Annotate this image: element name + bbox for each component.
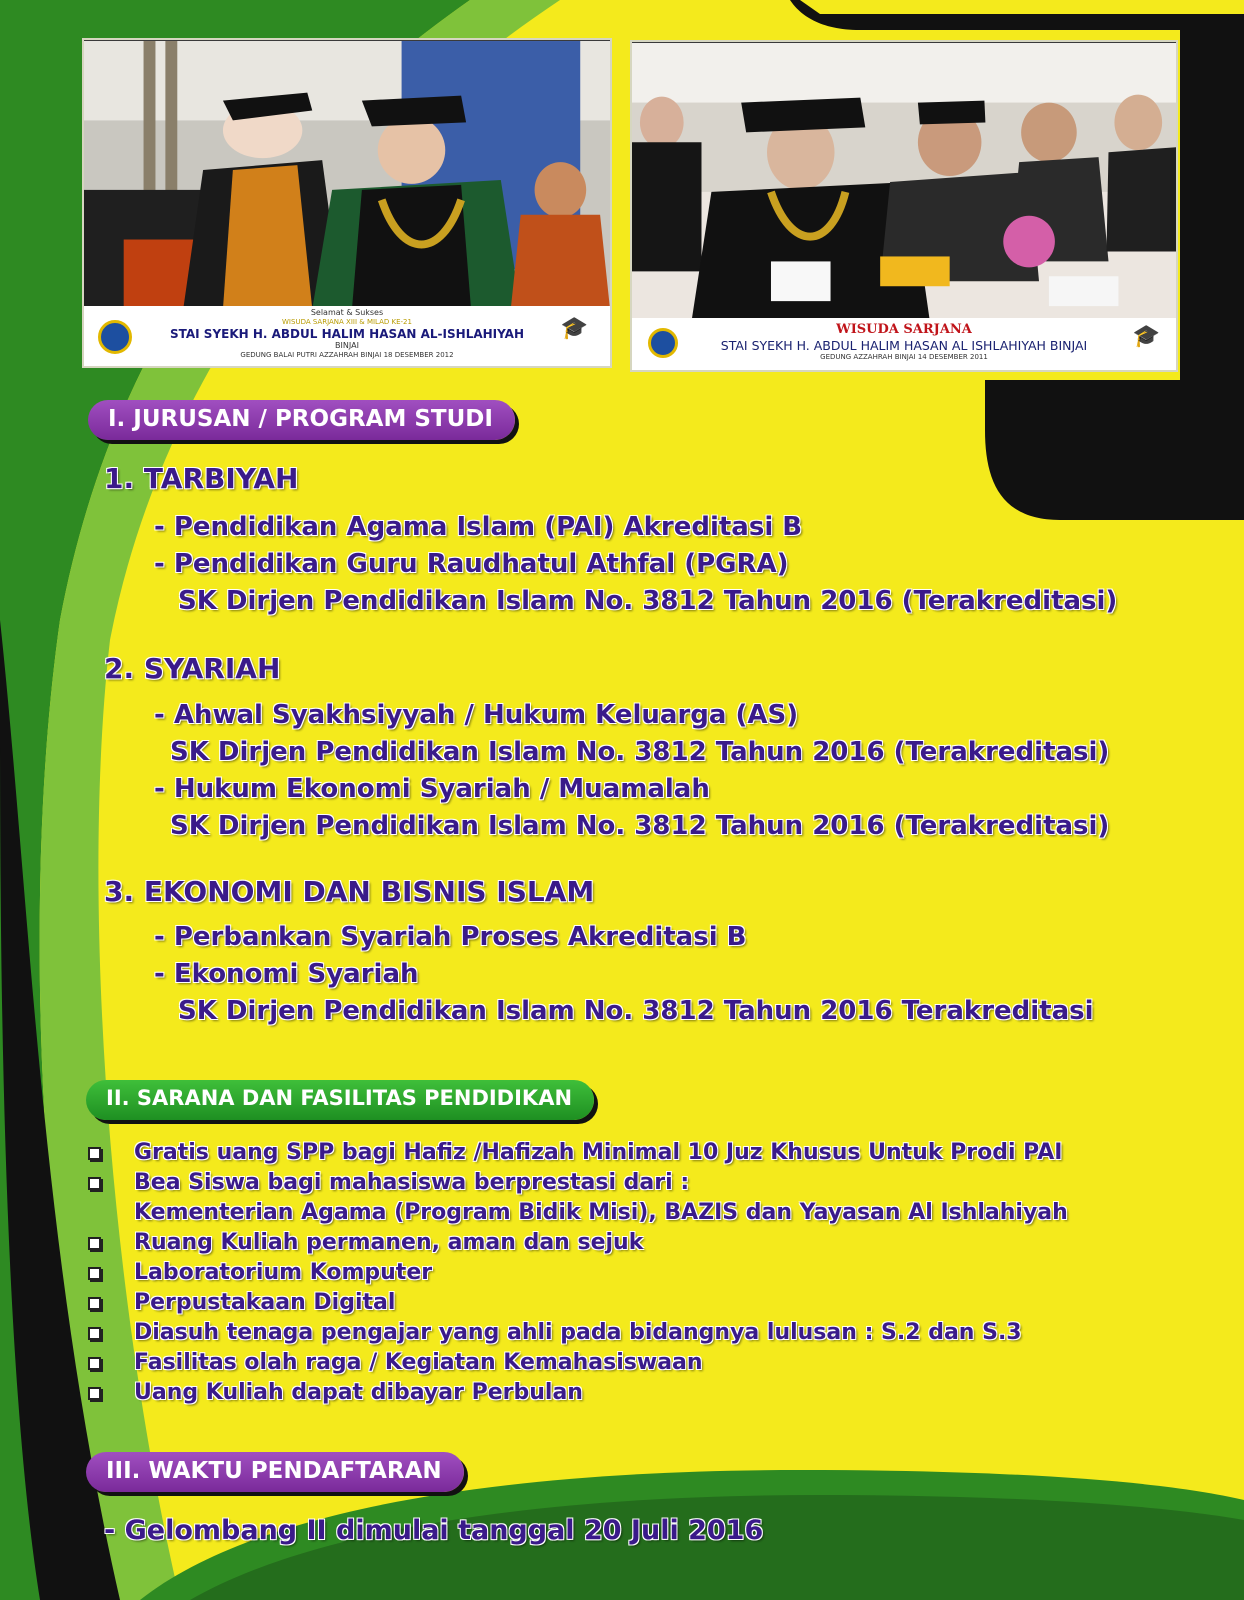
program-line: - Ekonomi Syariah [154,959,419,989]
bullet-box-icon [88,1327,101,1340]
program-line: - Pendidikan Guru Raudhatul Athfal (PGRA) [154,549,789,579]
accreditation-line: SK Dirjen Pendidikan Islam No. 3812 Tahun 2016 (Terakreditasi) [170,811,1110,841]
graduation-photo-left [82,38,612,368]
facility-item: Diasuh tenaga pengajar yang ahli pada bidangnya lulusan : S.2 dan S.3 [134,1320,1022,1345]
facility-item: Uang Kuliah dapat dibayar Perbulan [134,1380,583,1405]
accreditation-line: SK Dirjen Pendidikan Islam No. 3812 Tahun 2016 (Terakreditasi) [170,737,1110,767]
caption-line: BINJAI [335,341,359,350]
program-line: - Perbankan Syariah Proses Akreditasi B [154,922,747,952]
caption-line: GEDUNG AZZAHRAH BINJAI 14 DESEMBER 2011 [820,353,988,361]
bullet-box-icon [88,1177,101,1190]
caption-line: STAI SYEKH H. ABDUL HALIM HASAN AL ISHLAHIYAH BINJAI [720,338,1088,353]
ceremony-scene-image [84,40,610,310]
facility-item: Fasilitas olah raga / Kegiatan Kemahasiswaan [134,1350,703,1375]
bullet-box-icon [88,1387,101,1400]
podium-scene-image [632,42,1176,322]
facility-item: Perpustakaan Digital [134,1290,396,1315]
bullet-box-icon [88,1147,101,1160]
section1-title-pill: I. JURUSAN / PROGRAM STUDI [88,400,515,440]
program-line: - Pendidikan Agama Islam (PAI) Akreditasi B [154,512,803,542]
facility-item: Ruang Kuliah permanen, aman dan sejuk [134,1230,644,1255]
section2-title-pill: II. SARANA DAN FASILITAS PENDIDIKAN [86,1080,594,1120]
bullet-box-icon [88,1237,101,1250]
facility-item: Bea Siswa bagi mahasiswa berprestasi dari : [134,1170,690,1195]
institution-seal-icon [648,328,678,358]
registration-line: - Gelombang II dimulai tanggal 20 Juli 2016 [104,1515,764,1546]
program-line: - Ahwal Syakhsiyyah / Hukum Keluarga (AS) [154,700,799,730]
group1-heading: 1. TARBIYAH [104,462,299,495]
institution-seal-icon [98,320,132,354]
section3-title-pill: III. WAKTU PENDAFTARAN [86,1452,464,1492]
bullet-box-icon [88,1357,101,1370]
group3-heading: 3. EKONOMI DAN BISNIS ISLAM [104,875,595,908]
caption-line: GEDUNG BALAI PUTRI AZZAHRAH BINJAI 18 DESEMBER 2012 [240,351,454,359]
caption-line: Selamat & Sukses [310,308,384,317]
group2-heading: 2. SYARIAH [104,652,281,685]
graduation-photo-right [630,40,1178,372]
facility-item-continuation: Kementerian Agama (Program Bidik Misi), BAZIS dan Yayasan Al Ishlahiyah [134,1200,1068,1225]
caption-title: WISUDA SARJANA [836,322,972,337]
photo-right-caption [632,318,1176,370]
program-line: - Hukum Ekonomi Syariah / Muamalah [154,774,710,804]
bullet-box-icon [88,1267,101,1280]
facility-item: Gratis uang SPP bagi Hafiz /Hafizah Minimal 10 Juz Khusus Untuk Prodi PAI [134,1140,1063,1165]
photo-left-caption [84,306,610,366]
accreditation-line: SK Dirjen Pendidikan Islam No. 3812 Tahun 2016 (Terakreditasi) [178,586,1118,616]
caption-line: STAI SYEKH H. ABDUL HALIM HASAN AL-ISHLAHIYAH [169,327,525,341]
graduation-cap-icon: 🎓 [1132,324,1160,349]
bullet-box-icon [88,1297,101,1310]
caption-line: WISUDA SARJANA XIII & MILAD KE-21 [282,318,412,326]
facility-item: Laboratorium Komputer [134,1260,433,1285]
graduation-cap-icon: 🎓 [560,316,588,341]
accreditation-line: SK Dirjen Pendidikan Islam No. 3812 Tahun 2016 Terakreditasi [178,996,1094,1026]
